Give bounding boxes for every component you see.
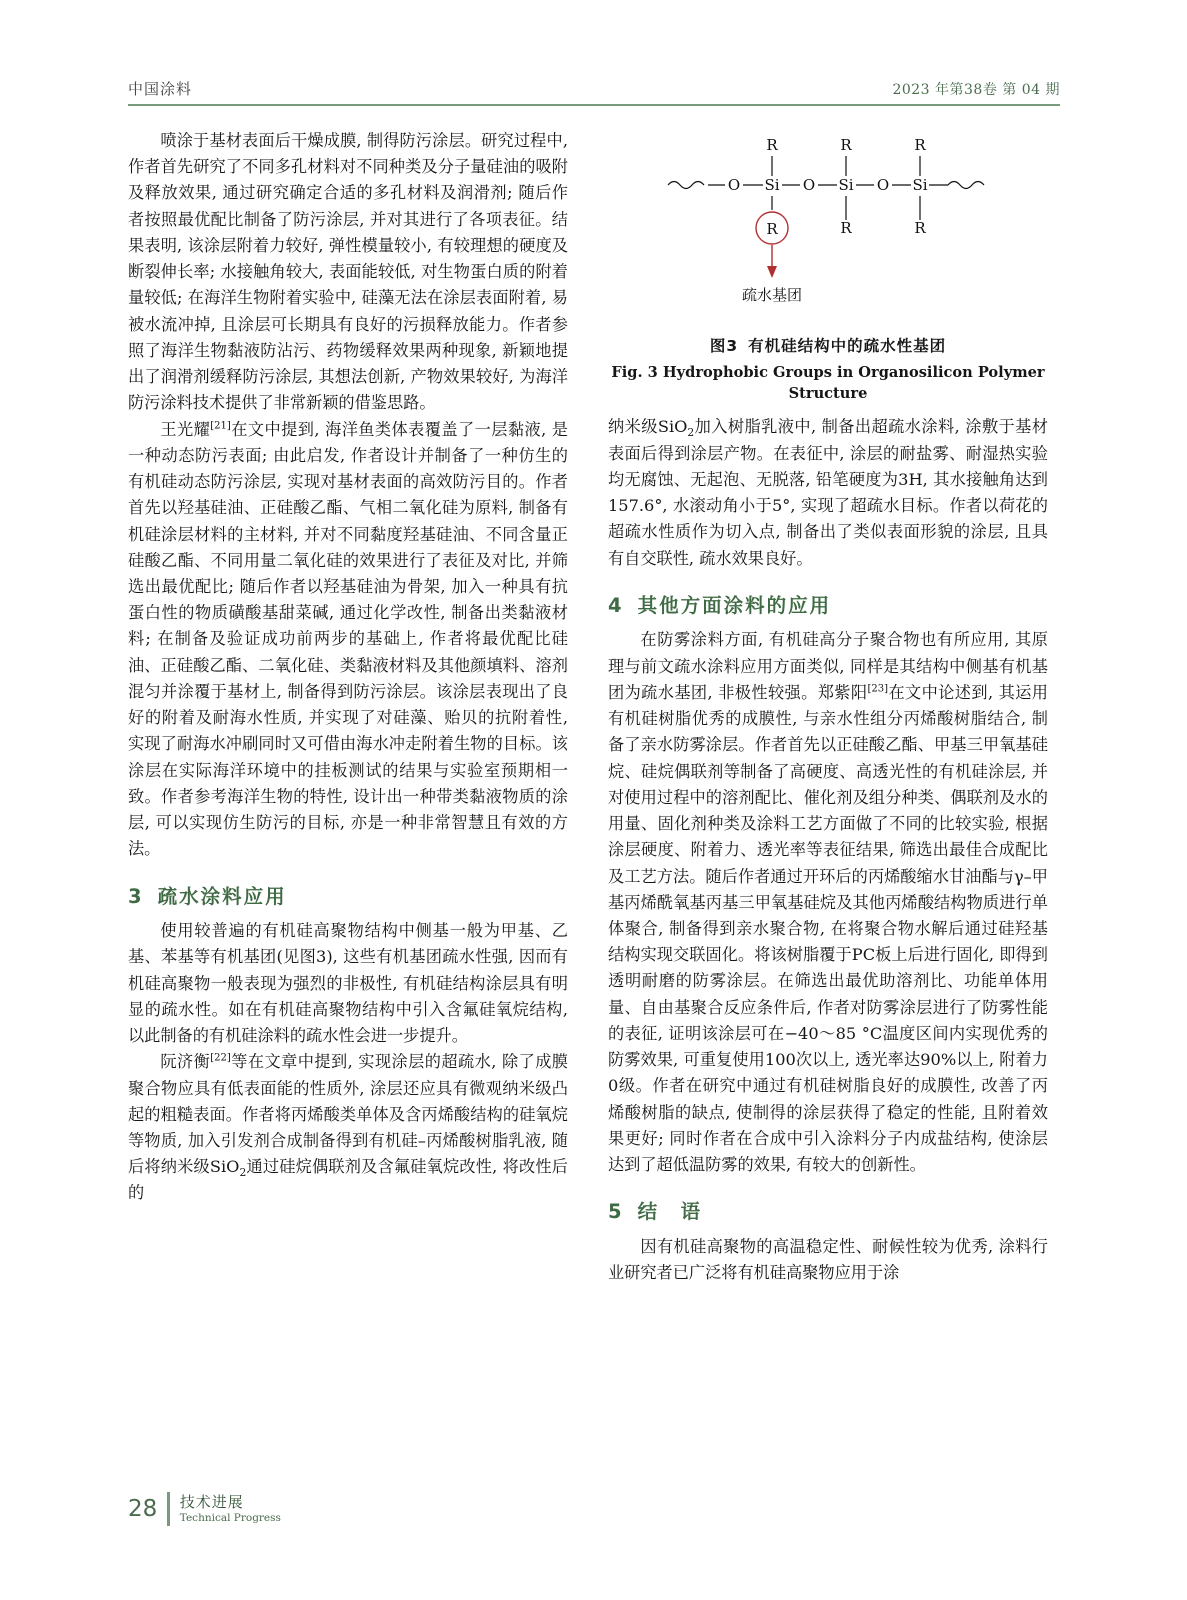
figure-3-image xyxy=(608,128,1048,328)
label-R-top-2: R xyxy=(840,136,852,154)
paragraph xyxy=(128,417,568,863)
paragraph-text: 在文中提到, 海洋鱼类体表覆盖了一层黏液, 是一种动态防污表面; 由此启发, 作者设计并制备了一种仿生的有机硅动态防污涂层, 实现对基材表面的高效防污目的。作者首先以羟基硅油、正硅酸乙酯、气相二氧化硅为原料, 制备有机硅涂层材料的主材料, 并对不同黏度羟基硅油、不同含量正硅酸乙酯、不同用量二氧化硅的效果进行了表征及对比, 并筛选出最优配比; 随后作者以羟基硅油为骨架, 加入一种具有抗蛋白性的物质磺酸基甜菜碱, 通过化学改性, 制备出类黏液材料; 在制备及验证成功前两步的基础上, 作者将最优配比硅油、正硅酸乙酯、二氧化硅、类黏液材料及其他颜填料、溶剂混匀并涂覆于基材上, 制备得到防污涂层。该涂层表现出了良好的附着及耐海水性质, 并实现了对硅藻、贻贝的抗附着性, 实现了耐海水冲刷同时又可借由海水冲走附着生物的目标。该涂层在实际海洋环境中的挂板测试的结果与实验室预期相一致。作者参考海洋生物的特性, 设计出一种带类黏液物质的涂层, 可以实现仿生防污的目标, 亦是一种非常智慧且有效的方法。 xyxy=(128,419,568,859)
footer-section-label xyxy=(180,1494,281,1523)
figure-caption-en xyxy=(608,362,1048,404)
citation-ref: [21] xyxy=(210,420,231,432)
paragraph-text: 通过硅烷偶联剂及含氟硅氧烷改性, 将改性后的 xyxy=(128,1157,568,1203)
section-title: 其他方面涂料的应用 xyxy=(637,593,832,617)
section-heading-4 xyxy=(608,590,1048,622)
organosilicon-structure-diagram xyxy=(608,128,1048,328)
section-number: 5 xyxy=(608,1200,622,1224)
section-number: 4 xyxy=(608,593,622,617)
section-heading-3 xyxy=(128,881,568,913)
label-R-top-3: R xyxy=(914,136,926,154)
subscript: 2 xyxy=(687,426,695,440)
annotation-hydrophobic-group: 疏水基团 xyxy=(741,286,803,304)
footer-divider xyxy=(167,1492,170,1526)
atom-Si-3: Si xyxy=(912,176,928,194)
paragraph-text: 加入树脂乳液中, 制备出超疏水涂料, 涂敷于基材表面后得到涂层产物。在表征中, 涂层的耐盐雾、耐湿热实验均无腐蚀、无起泡、无脱落, 铅笔硬度为3H, 其水接触角达到157.6°, 水滚动角小于5°, 实现了超疏水目标。作者以荷花的超疏水性质作为切入点, 制备出了类似表面形貌的涂层, 且具有自交联性, 疏水效果良好。 xyxy=(608,417,1048,568)
label-R-circled: R xyxy=(766,220,778,238)
atom-Si-1: Si xyxy=(764,176,780,194)
journal-name: 中国涂料 xyxy=(128,80,193,98)
paragraph-text: 王光耀 xyxy=(160,419,211,439)
paragraph: 使用较普遍的有机硅高聚物结构中侧基一般为甲基、乙基、苯基等有机基团(见图3), 这些有机基团疏水性强, 因而有机硅高聚物一般表现为强烈的非极性, 有机硅结构涂层具有明显的疏水性。如在有机硅高聚物结构中引入含氟硅氧烷结构, 以此制备的有机硅涂料的疏水性会进一步提升。 xyxy=(128,921,568,1046)
paragraph xyxy=(608,414,1048,571)
paragraph-text: 纳米级SiO xyxy=(608,417,688,437)
section-heading-5 xyxy=(608,1196,1048,1228)
paragraph-text: 等在文章中提到, 实现涂层的超疏水, 除了成膜聚合物应具有低表面能的性质外, 涂层还应具有微观纳米级凸起的粗糙表面。作者将丙烯酸类单体及含丙烯酸结构的硅氧烷等物质, 加入引发剂合成制备得到有机硅–丙烯酸树脂乳液, 随后将纳米级SiO xyxy=(128,1052,568,1177)
paragraph xyxy=(608,627,1048,1178)
citation-ref: [23] xyxy=(867,683,889,695)
label-R-top-1: R xyxy=(766,136,778,154)
figure-3 xyxy=(608,128,1048,404)
paragraph: 因有机硅高聚物的高温稳定性、耐候性较为优秀, 涂料行业研究者已广泛将有机硅高聚物应用于涂 xyxy=(608,1236,1048,1283)
section-number: 3 xyxy=(128,884,142,908)
paragraph xyxy=(128,1049,568,1206)
right-column xyxy=(608,128,1048,1286)
section-title: 结 语 xyxy=(637,1200,703,1224)
figure-caption-cn xyxy=(608,334,1048,359)
header-divider xyxy=(128,104,1060,106)
figure-title-cn: 有机硅结构中的疏水性基团 xyxy=(748,337,947,355)
page-header xyxy=(128,78,1060,99)
issue-info: 2023 年第38卷 第 04 期 xyxy=(892,82,1060,98)
arrow-head xyxy=(767,266,777,278)
footer-label-cn: 技术进展 xyxy=(179,1493,244,1512)
footer-label-en: Technical Progress xyxy=(179,1511,281,1524)
figure-number-cn: 图3 xyxy=(709,337,739,355)
label-R-bottom-3: R xyxy=(914,219,926,237)
left-column xyxy=(128,128,568,1207)
atom-O-3: O xyxy=(876,176,890,194)
figure-caption-en-line2: Structure xyxy=(788,385,868,403)
subscript: 2 xyxy=(239,1166,247,1180)
page-number: 28 xyxy=(128,1496,158,1522)
label-R-bottom-2: R xyxy=(840,219,852,237)
atom-Si-2: Si xyxy=(838,176,854,194)
paragraph-text: 在防雾涂料方面, 有机硅高分子聚合物也有所应用, 其原理与前文疏水涂料应用方面类似, 同样是其结构中侧基有机基团为疏水基团, 非极性较强。郑紫阳 xyxy=(608,630,1048,702)
paragraph-text: 在文中论述到, 其运用有机硅树脂优秀的成膜性, 与亲水性组分丙烯酸树脂结合, 制备了亲水防雾涂层。作者首先以正硅酸乙酯、甲基三甲氧基硅烷、硅烷偶联剂等制备了高硬度、高透光性的有机硅涂层, 并对使用过程中的溶剂配比、催化剂及组分种类、偶联剂及水的用量、固化剂种类及涂料工艺方面做了不同的比较实验, 根据涂层硬度、附着力、透光率等表征结果, 筛选出最佳合成配比及工艺方法。随后作者通过开环后的丙烯酸缩水甘油酯与γ–甲基丙烯酰氧基丙基三甲氧基硅烷及其他丙烯酸结构物质进行单体聚合, 制备得到亲水聚合物, 在将聚合物水解后通过硅羟基结构实现交联固化。将该树脂覆于PC板上后进行固化, 即得到透明耐磨的防雾涂层。在筛选出最优助溶剂比、功能单体用量、自由基聚合反应条件后, 作者对防雾涂层进行了防雾性能的表征, 证明该涂层可在−40～85 °C温度区间内实现优秀的防雾效果, 可重复使用100次以上, 透光率达90%以上, 附着力0级。作者在研究中通过有机硅树脂良好的成膜性, 改善了丙烯酸树脂的缺点, 使制得的涂层获得了稳定的性能, 且附着效果更好; 同时作者在合成中引入涂料分子内成盐结构, 使涂层达到了超低温防雾的效果, 有较大的创新性。 xyxy=(608,682,1048,1175)
atom-O-2: O xyxy=(802,176,816,194)
paragraph-text: 阮济衡 xyxy=(160,1052,211,1072)
section-title: 疏水涂料应用 xyxy=(157,884,287,908)
page-footer xyxy=(128,1492,281,1526)
figure-caption-en-line1: Fig. 3 Hydrophobic Groups in Organosilicon Polymer xyxy=(611,364,1045,382)
citation-ref: [22] xyxy=(210,1052,231,1064)
paragraph: 喷涂于基材表面后干燥成膜, 制得防污涂层。研究过程中, 作者首先研究了不同多孔材料对不同种类及分子量硅油的吸附及释放效果, 通过研究确定合适的多孔材料及润滑剂; 随后作者按照最优配比制备了防污涂层, 并对其进行了各项表征。结果表明, 该涂层附着力较好, 弹性模量较小, 有较理想的硬度及断裂伸长率; 水接触角较大, 表面能较低, 对生物蛋白质的附着量较低; 在海洋生物附着实验中, 硅藻无法在涂层表面附着, 易被水流冲掉, 且涂层可长期具有良好的污损释放能力。作者参照了海洋生物黏液防沾污、药物缓释效果两种现象, 新颖地提出了润滑剂缓释防污涂层, 其想法创新, 产物效果较好, 为海洋防污涂料技术提供了非常新颖的借鉴思路。 xyxy=(128,131,568,413)
atom-O-1: O xyxy=(727,176,741,194)
